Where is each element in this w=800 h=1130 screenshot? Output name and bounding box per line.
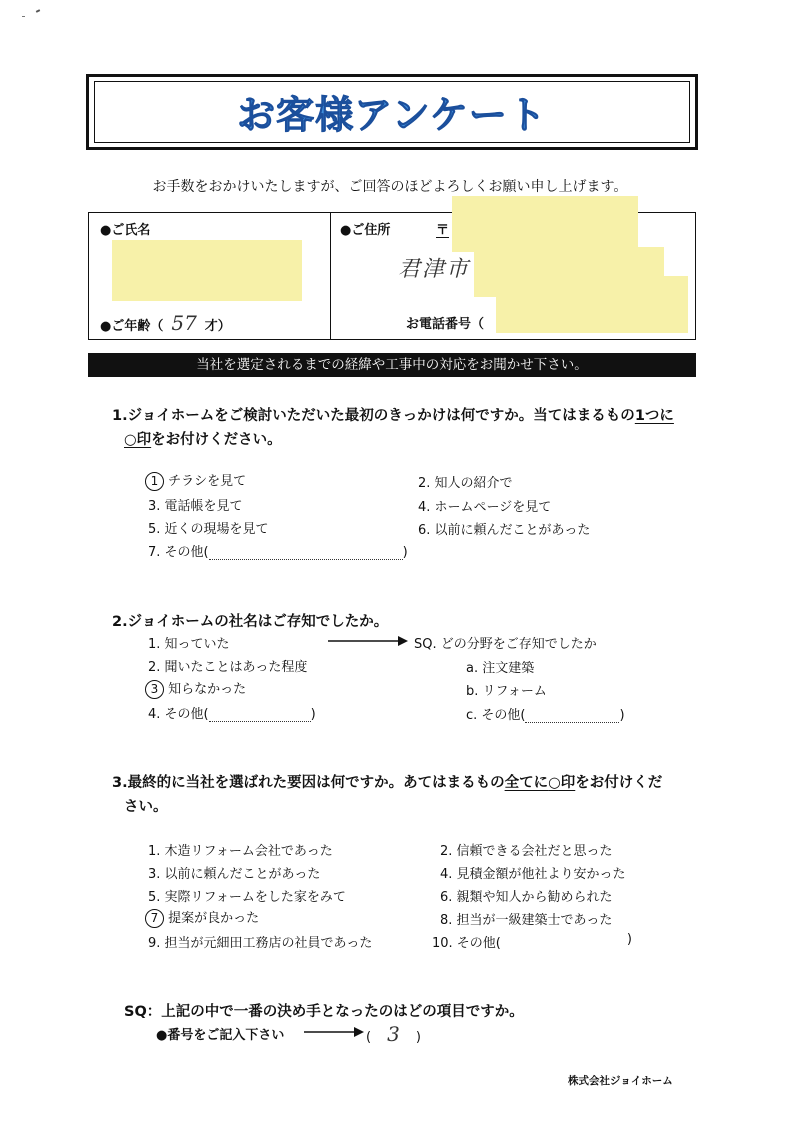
q3-option-8[interactable]: 8. 担当が一級建築士であった bbox=[440, 913, 613, 928]
q1-option-7[interactable] bbox=[148, 541, 408, 560]
q1-emphasis-circle: ○印 bbox=[124, 432, 152, 448]
phone-redaction bbox=[496, 276, 688, 333]
q3-option-7-text: 提案が良かった bbox=[168, 911, 260, 926]
answer-open-paren: ( bbox=[366, 1030, 372, 1045]
q1-option-1-text: チラシを見て bbox=[168, 474, 247, 489]
q3-option-1[interactable]: 1. 木造リフォーム会社であった bbox=[148, 844, 333, 859]
q2-option-1[interactable]: 1. 知っていた bbox=[148, 637, 230, 652]
q1-line1 bbox=[112, 404, 674, 425]
q2-option-2[interactable]: 2. 聞いたことはあった程度 bbox=[148, 660, 308, 675]
q1-line1-text: 1.ジョイホームをご検討いただいた最初のきっかけは何ですか。当てはまるもの bbox=[112, 408, 635, 424]
phone-label: お電話番号（ bbox=[406, 317, 485, 332]
q3-line1 bbox=[112, 771, 662, 792]
age-suffix: 才） bbox=[204, 319, 231, 334]
q3-option-6[interactable]: 6. 親類や知人から勧められた bbox=[440, 890, 613, 905]
answer-field[interactable] bbox=[366, 1022, 421, 1046]
q1-option-6[interactable]: 6. 以前に頼んだことがあった bbox=[418, 523, 591, 538]
q3-line1-text: 3.最終的に当社を選ばれた要因は何ですか。あてはまるもの bbox=[112, 775, 505, 791]
number-prompt: ●番号をご記入下さい bbox=[156, 1028, 285, 1043]
answer-close-paren: ) bbox=[415, 1030, 421, 1045]
page-title: お客様アンケート bbox=[237, 93, 547, 137]
q3-emphasis-circle: ○印 bbox=[548, 775, 576, 791]
q3-other-blank[interactable] bbox=[501, 932, 627, 951]
q2-option-3-text: 知らなかった bbox=[168, 682, 247, 697]
scan-speck bbox=[36, 9, 40, 13]
q3-option-4[interactable]: 4. 見積金額が他社より安かった bbox=[440, 867, 626, 882]
q2-sub-other-blank[interactable] bbox=[525, 710, 619, 723]
circled-answer: 1 bbox=[145, 472, 164, 491]
q2-subquestion: SQ. どの分野をご存知でしたか bbox=[414, 637, 597, 652]
q3-option-10-close: ) bbox=[626, 932, 632, 947]
q1-other-blank[interactable] bbox=[209, 547, 403, 560]
q1-option-1[interactable] bbox=[148, 470, 246, 491]
q1-option-7-close: ) bbox=[402, 545, 408, 560]
section-banner: 当社を選定されるまでの経緯や工事中の対応をお聞かせ下さい。 bbox=[88, 353, 696, 377]
info-divider bbox=[330, 212, 331, 340]
age-label: ●ご年齢（ bbox=[100, 319, 164, 334]
q2-sub-option-c[interactable] bbox=[466, 704, 625, 723]
q3-option-7[interactable] bbox=[148, 907, 259, 928]
age-row bbox=[100, 311, 231, 335]
answer-value: 3 bbox=[387, 1022, 400, 1046]
name-label: ●ご氏名 bbox=[100, 223, 151, 238]
q2-title: 2.ジョイホームの社名はご存知でしたか。 bbox=[112, 614, 389, 630]
q2-sub-option-a[interactable]: a. 注文建築 bbox=[466, 661, 535, 676]
q3-option-10[interactable] bbox=[432, 932, 632, 951]
q3-option-9[interactable]: 9. 担当が元細田工務店の社員であった bbox=[148, 936, 373, 951]
q3-option-10-text: 10. その他( bbox=[432, 936, 501, 951]
circled-answer: 7 bbox=[145, 909, 164, 928]
intro-text: お手数をおかけいたしますが、ご回答のほどよろしくお願い申し上げます。 bbox=[152, 179, 628, 195]
postal-redaction bbox=[452, 196, 638, 252]
q1-emphasis-one: 1つに bbox=[634, 408, 674, 424]
q3-option-5[interactable]: 5. 実際リフォームをした家をみて bbox=[148, 890, 346, 905]
q1-option-5[interactable]: 5. 近くの現場を見て bbox=[148, 522, 269, 537]
circled-answer: 3 bbox=[145, 680, 164, 699]
q2-option-3[interactable] bbox=[148, 678, 246, 699]
address-value: 君津市 bbox=[398, 257, 471, 282]
q3-line1-end: をお付けくだ bbox=[575, 775, 663, 791]
q1-option-4[interactable]: 4. ホームページを見て bbox=[418, 500, 552, 515]
age-value: 57 bbox=[171, 311, 197, 335]
q1-option-7-text: 7. その他( bbox=[148, 545, 209, 560]
q2-sub-option-b[interactable]: b. リフォーム bbox=[466, 684, 547, 699]
q3-emphasis-all: 全てに bbox=[504, 775, 549, 791]
q3-line2: さい。 bbox=[124, 799, 168, 815]
q2-sub-option-c-close: ) bbox=[619, 708, 625, 723]
arrow-right-icon bbox=[328, 634, 408, 648]
q1-option-3[interactable]: 3. 電話帳を見て bbox=[148, 499, 243, 514]
q2-option-4[interactable] bbox=[148, 703, 316, 722]
arrow-right-icon bbox=[304, 1025, 364, 1039]
scan-speck bbox=[22, 16, 25, 17]
postal-mark: 〒 bbox=[436, 223, 450, 238]
q3-option-3[interactable]: 3. 以前に頼んだことがあった bbox=[148, 867, 321, 882]
name-redaction bbox=[112, 240, 302, 301]
q1-line2-text: をお付けください。 bbox=[151, 432, 282, 448]
address-label: ●ご住所 bbox=[340, 223, 391, 238]
company-name: 株式会社ジョイホーム bbox=[568, 1075, 673, 1087]
q2-other-blank[interactable] bbox=[209, 709, 311, 722]
q1-line2 bbox=[124, 428, 282, 449]
final-subquestion: SQ：上記の中で一番の決め手となったのはどの項目ですか。 bbox=[124, 1004, 524, 1020]
q2-option-4-text: 4. その他( bbox=[148, 707, 209, 722]
q2-option-4-close: ) bbox=[310, 707, 316, 722]
q3-option-2[interactable]: 2. 信頼できる会社だと思った bbox=[440, 844, 613, 859]
q1-option-2[interactable]: 2. 知人の紹介で bbox=[418, 476, 513, 491]
q2-sub-option-c-text: c. その他( bbox=[466, 708, 526, 723]
